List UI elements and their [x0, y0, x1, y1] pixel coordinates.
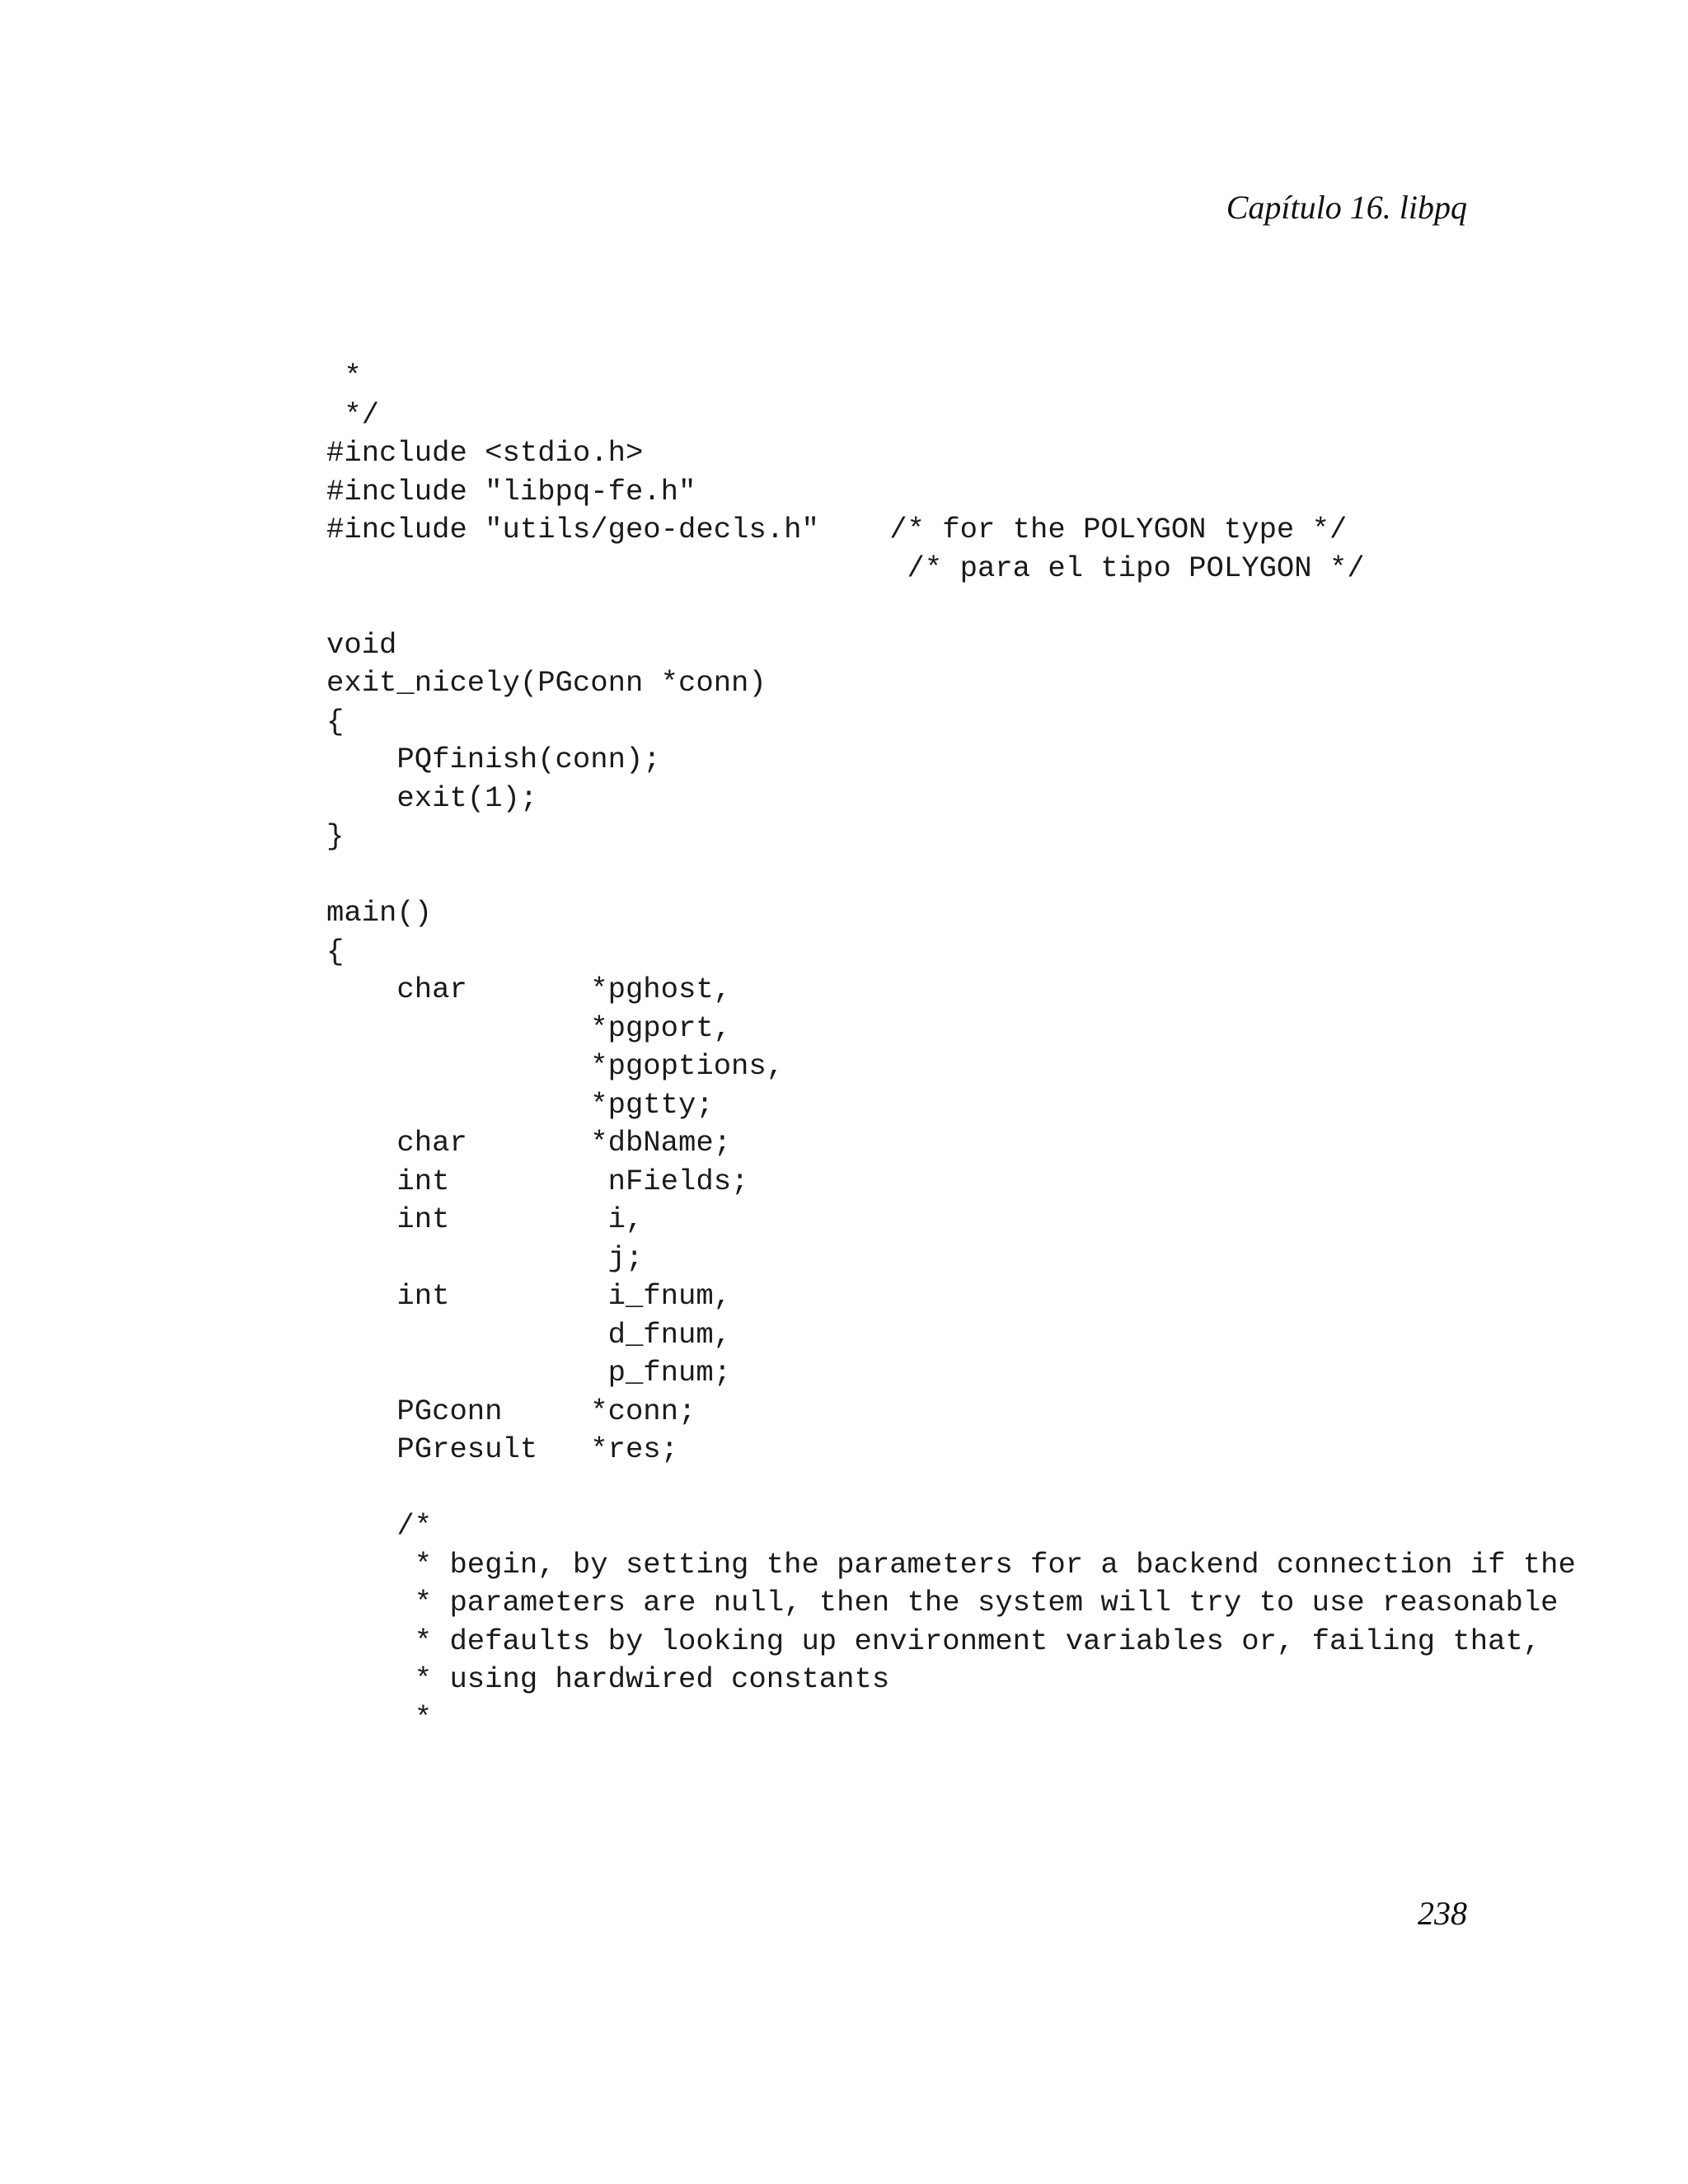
code-line: int i_fnum,: [326, 1279, 732, 1313]
code-line: PQfinish(conn);: [326, 743, 661, 776]
code-line: char *dbName;: [326, 1126, 732, 1160]
code-line: /*: [326, 1509, 433, 1543]
code-line: #include "libpq-fe.h": [326, 474, 696, 509]
code-line: PGconn *conn;: [326, 1394, 696, 1428]
code-line: main(): [326, 896, 433, 930]
code-line: *pgport,: [326, 1010, 732, 1045]
code-line: [326, 1469, 1576, 1508]
code-line: void: [326, 627, 397, 662]
code-line: * defaults by looking up environment variables or, failing that,: [326, 1624, 1541, 1658]
code-line: * begin, by setting the parameters for a backend connection if the: [326, 1547, 1576, 1582]
code-line: #include <stdio.h>: [326, 436, 644, 470]
code-line: int i,: [326, 1202, 644, 1236]
code-line: *pgtty;: [326, 1087, 714, 1122]
code-listing: [326, 358, 1576, 1737]
code-line: p_fnum;: [326, 1356, 732, 1390]
code-line: /* para el tipo POLYGON */: [326, 551, 1365, 585]
code-line: #include "utils/geo-decls.h" /* for the POLYGON type */: [326, 513, 1348, 546]
code-line: * using hardwired constants: [326, 1662, 890, 1696]
page-number: 238: [1418, 1895, 1467, 1932]
code-line: *: [326, 359, 362, 393]
code-line: exit(1);: [326, 780, 538, 815]
code-line: j;: [326, 1240, 644, 1275]
code-line: PGresult *res;: [326, 1432, 679, 1466]
code-line: * parameters are null, then the system will try to use reasonable: [326, 1586, 1559, 1619]
code-line: d_fnum,: [326, 1317, 732, 1352]
code-line: *: [326, 1700, 433, 1735]
code-line: */: [326, 397, 380, 432]
code-line: int nFields;: [326, 1164, 749, 1198]
code-line: [326, 856, 1576, 895]
code-line: char *pghost,: [326, 972, 732, 1006]
code-line: {: [326, 704, 345, 738]
chapter-header: Capítulo 16. libpq: [1226, 189, 1467, 226]
code-line: {: [326, 934, 345, 968]
code-line: *pgoptions,: [326, 1049, 785, 1083]
code-line: }: [326, 819, 345, 853]
code-line: [326, 588, 1576, 626]
code-line: exit_nicely(PGconn *conn): [326, 666, 767, 700]
